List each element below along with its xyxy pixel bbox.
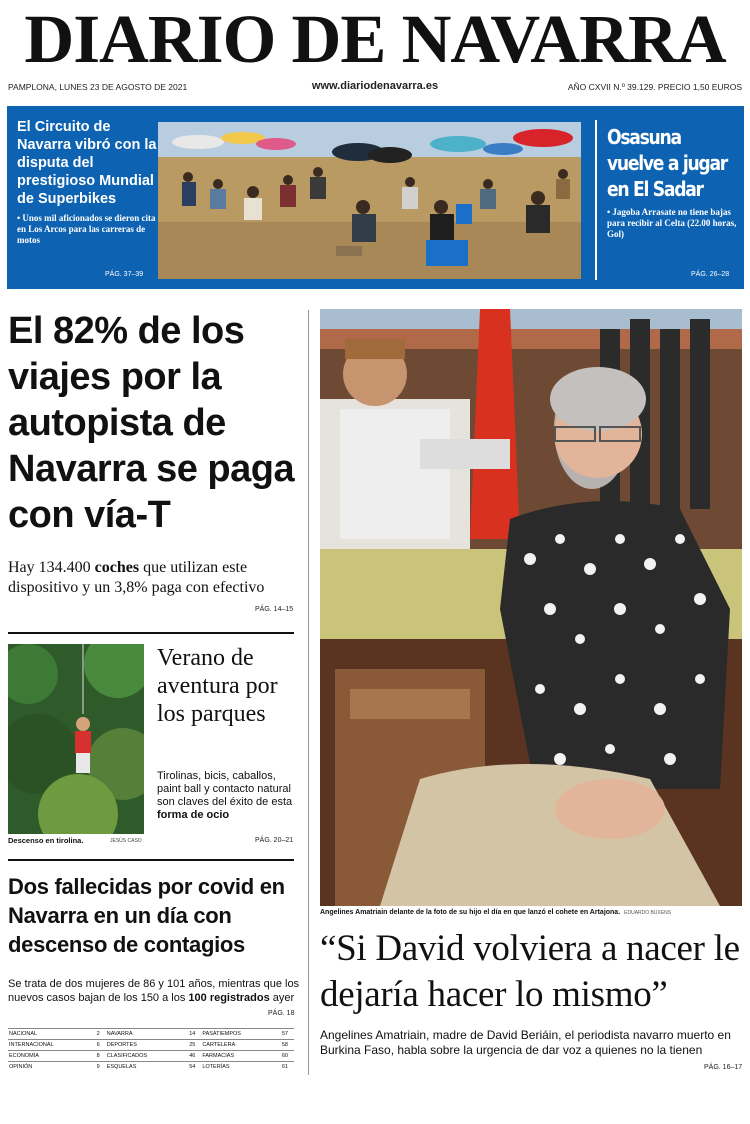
- story2-body-text: Tirolinas, bicis, caballos, paint ball y contacto natural son claves del éxito de esta: [157, 770, 293, 808]
- index-row: [8, 1040, 294, 1051]
- index-label[interactable]: DEPORTES: [106, 1040, 179, 1051]
- banner-right-sub: • Jagoba Arrasate no tiene bajas para recibir al Celta (22.00 horas, Gol): [607, 207, 737, 239]
- top-banner: [7, 106, 744, 289]
- story3-body-text-end: ayer: [269, 992, 295, 1004]
- masthead-title: DIARIO DE NAVARRA: [24, 1, 726, 77]
- lead-subhead-text-end: que utilizan este dispositivo y un 3,8% paga con efectivo: [8, 559, 265, 596]
- index-label[interactable]: PASATIEMPOS: [201, 1029, 271, 1040]
- lead-subhead-text: Hay 134.400: [8, 559, 95, 576]
- main-caption-text: Angelines Amatriain delante de la foto de su hijo el día en que lanzó el cohete en Artajona.: [320, 909, 621, 916]
- main-photo-credit: EDUARDO BUXENS: [624, 910, 672, 916]
- index-row: [8, 1029, 294, 1040]
- index-page: 8: [88, 1051, 105, 1062]
- section-rule: [8, 632, 294, 634]
- index-page: 58: [271, 1040, 294, 1051]
- index-label[interactable]: INTERNACIONAL: [8, 1040, 88, 1051]
- index-row: [8, 1051, 294, 1062]
- index-table: [8, 1028, 294, 1073]
- zipline-photo[interactable]: [8, 644, 144, 834]
- banner-divider: [595, 120, 597, 280]
- index-label[interactable]: FARMACIAS: [201, 1051, 271, 1062]
- index-label[interactable]: CLASIFICADOS: [106, 1051, 179, 1062]
- index-label[interactable]: ECONOMÍA: [8, 1051, 88, 1062]
- index-label[interactable]: NAVARRA: [106, 1029, 179, 1040]
- dateline-issue: AÑO CXVII N.º 39.129. PRECIO 1,50 EUROS: [567, 82, 742, 92]
- lead-headline[interactable]: El 82% de los viajes por la autopista de Navarra se paga con vía-T: [8, 310, 295, 536]
- dateline-date: PAMPLONA, LUNES 23 DE AGOSTO DE 2021: [8, 82, 188, 92]
- index-label[interactable]: CARTELERA: [201, 1040, 271, 1051]
- story3-body-text: Se trata de dos mujeres de 86 y 101 años, mientras que los nuevos casos bajan de los 150 a los: [8, 978, 300, 1004]
- main-quote-headline[interactable]: “Si David volviera a nacer le dejaría hacer lo mismo”: [320, 928, 740, 1015]
- story2-body-bold: forma de ocio: [157, 809, 230, 821]
- story3-headline[interactable]: Dos fallecidas por covid en Navarra en un día con descenso de contagios: [8, 874, 285, 957]
- banner-right-page: PÁG. 26–28: [691, 271, 730, 278]
- story2-caption: Descenso en tirolina.: [8, 836, 84, 845]
- column-divider: [308, 310, 309, 1075]
- index-page: 2: [88, 1029, 105, 1040]
- index-page: 25: [179, 1040, 202, 1051]
- banner-left-page: PÁG. 37–39: [105, 271, 144, 278]
- index-label[interactable]: ESQUELAS: [106, 1062, 179, 1073]
- banner-right-title[interactable]: Osasuna vuelve a jugar en El Sadar: [607, 125, 727, 201]
- index-page: 57: [271, 1029, 294, 1040]
- index-page: 46: [179, 1051, 202, 1062]
- banner-right-teaser[interactable]: [607, 124, 737, 240]
- banner-left-teaser[interactable]: [17, 118, 157, 246]
- lead-subhead: [8, 558, 300, 598]
- index-row: [8, 1062, 294, 1073]
- main-page-ref: PÁG. 16–17: [704, 1064, 743, 1071]
- banner-left-title[interactable]: El Circuito de Navarra vibró con la disputa del prestigioso Mundial de Superbikes: [17, 119, 157, 207]
- index-page: 14: [179, 1029, 202, 1040]
- index-page: 9: [88, 1062, 105, 1073]
- index-page: 60: [271, 1051, 294, 1062]
- story2-headline[interactable]: Verano de aventura por los parques: [157, 645, 278, 727]
- story3-body: [8, 977, 300, 1005]
- story3-page-ref: PÁG. 18: [268, 1010, 295, 1017]
- index-label[interactable]: OPINIÓN: [8, 1062, 88, 1073]
- section-index: [8, 1028, 294, 1073]
- story2-body: [157, 770, 302, 822]
- section-rule: [8, 859, 294, 861]
- banner-left-sub: • Unos mil aficionados se dieron cita en Los Arcos para las carreras de motos: [17, 213, 156, 245]
- dateline: [8, 80, 742, 94]
- lead-page-ref: PÁG. 14–15: [255, 606, 294, 613]
- main-photo-caption: [320, 909, 742, 916]
- lead-subhead-bold: coches: [94, 559, 140, 576]
- index-page: 61: [271, 1062, 294, 1073]
- index-page: 6: [88, 1040, 105, 1051]
- index-label[interactable]: NACIONAL: [8, 1029, 88, 1040]
- story3-body-bold: 100 registrados: [188, 992, 270, 1004]
- main-quote-body: Angelines Amatriain, madre de David Beriáin, el periodista navarro muerto en Burkina Faso, habla sobre la urgencia de dar voz a quienes no la tienen: [320, 1028, 731, 1057]
- website-link[interactable]: www.diariodenavarra.es: [311, 80, 439, 92]
- story2-page-ref: PÁG. 20–21: [255, 837, 294, 844]
- story2-credit: JESÚS CASO: [110, 838, 142, 844]
- index-page: 54: [179, 1062, 202, 1073]
- angelines-portrait-photo[interactable]: [320, 309, 742, 906]
- index-label[interactable]: LOTERÍAS: [201, 1062, 271, 1073]
- superbikes-crowd-photo[interactable]: [158, 122, 581, 279]
